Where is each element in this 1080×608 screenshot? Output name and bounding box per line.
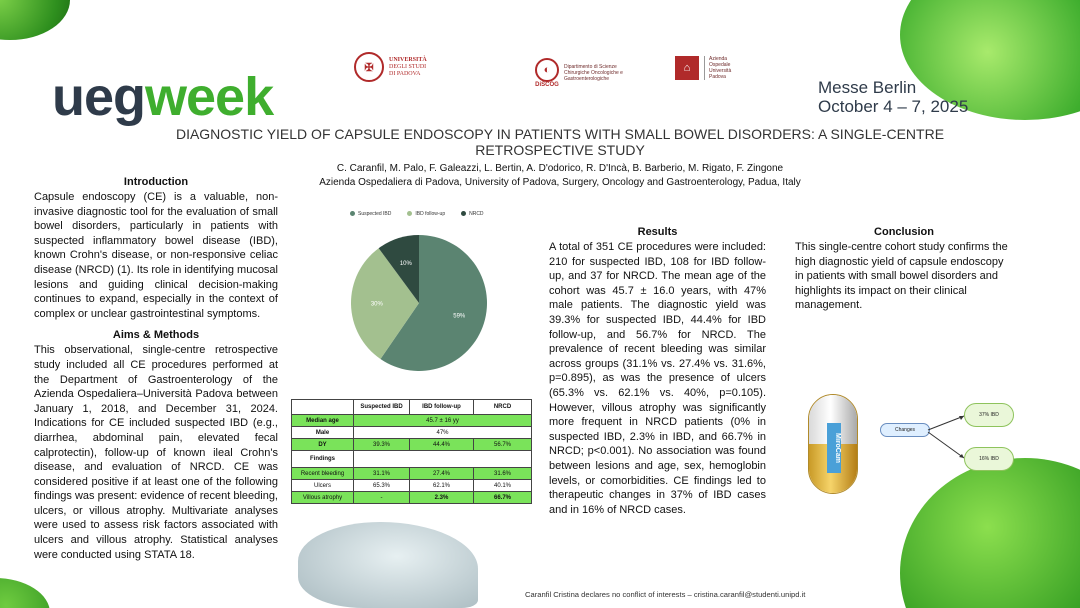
discog-line: Gastroenterologiche bbox=[564, 76, 610, 82]
logo-ueg: ueg bbox=[52, 67, 146, 127]
row-label: Median age bbox=[292, 415, 354, 427]
left-column bbox=[34, 176, 278, 562]
aopd-line: Padova bbox=[709, 74, 726, 80]
table-cell: 27.4% bbox=[410, 468, 474, 480]
legend-swatch bbox=[350, 211, 355, 216]
table-cell: 47% bbox=[354, 427, 532, 439]
liver-illustration bbox=[298, 522, 478, 608]
table-row bbox=[292, 468, 532, 480]
table-row bbox=[292, 451, 532, 468]
arrow-to-ibd bbox=[928, 416, 964, 430]
unipd-line: UNIVERSITÀ bbox=[389, 56, 427, 63]
aopd-line: Azienda bbox=[709, 56, 728, 62]
table-cell: 2.3% bbox=[410, 492, 474, 504]
capsule-illustration bbox=[808, 394, 858, 494]
disclosure-footer: Caranfil Cristina declares no conflict of interests – cristina.caranfil@studenti.unipd.it bbox=[525, 590, 806, 599]
legend-item bbox=[407, 211, 445, 217]
legend-item bbox=[350, 211, 391, 217]
pie-data-label: 30% bbox=[370, 301, 383, 308]
event-venue: Messe Berlin bbox=[818, 78, 917, 97]
conclusion-heading: Conclusion bbox=[874, 226, 934, 238]
discog-line: Dipartimento di Scienze bbox=[564, 64, 617, 70]
pie-data-label: 59% bbox=[453, 313, 466, 320]
conclusion-column bbox=[795, 226, 1013, 313]
table-cell: 66.7% bbox=[474, 492, 532, 504]
table-cell: 40.1% bbox=[474, 480, 532, 492]
table-cell: 62.1% bbox=[410, 480, 474, 492]
table-row bbox=[292, 415, 532, 427]
table-cell: 65.3% bbox=[354, 480, 410, 492]
results-text: A total of 351 CE procedures were included: 210 for suspected IBD, 108 for IBD follow-up, and 37 for NRCD. The mean age of the cohort was 45.7 ± 16.0 years, with 47% male patients. The diagnostic yield was 39.3% for suspected IBD, 44.4% for IBD follow-up, and 56.7% for NRCD. The prevalence of recent bleeding was similar across groups (31.1% vs. 27.4% vs. 31.6%, p=0.895), as was the presence of ulcers (65.3% vs. 62.1% vs. 40%, p=0.105). However, villous atrophy was significantly more frequent in NRCD patients (0% in suspected IBD, 2.3% in IBD, and 66.7% in NRCD; p<0.001). No association was found between lesions and age, sex, hemoglobin levels, or comorbidities. CE findings led to therapeutic changes in 37% of IBD cases and in 16% of NRCD cases. bbox=[549, 241, 766, 516]
poster-authors-block bbox=[170, 162, 950, 190]
aopd-line: Ospedale bbox=[709, 62, 731, 68]
aopd-line: Università bbox=[709, 68, 732, 74]
aims-text: This observational, single-centre retrospective study included all CE procedures performed at the Department of Gastroenterology of the Azienda Ospedaliera–Università Padova between January 1, 2018, and December 31, 2024. Indications for CE included suspected IBD (e.g., diarrhea, abdominal pain, elevated fecal calprotectin), follow-up of known ileal Crohn's disease, and evaluation of NRCD. CE was considered positive if at least one of the following findings was present: evidence of recent bleeding, ulcers, or villous atrophy. Multivariate analyses were used to assess risk factors associated with ulcers and villous atrophy. Statistical analyses were conducted using STATA 18. bbox=[34, 344, 278, 561]
results-column bbox=[549, 226, 766, 517]
changes-node: Changes bbox=[880, 423, 930, 437]
table-cell bbox=[354, 451, 532, 468]
introduction-text: Capsule endoscopy (CE) is a valuable, non-invasive diagnostic tool for the evaluation of small bowel disorders, particularly in patients with suspected inflammatory bowel disease (IBD), known Crohn's disease, or non-responsive celiac disease (NRCD) (1). Its role in identifying mucosal lesions and guiding clinical decision-making continues to expand, especially in the context of complex or unclear gastrointestinal symptoms. bbox=[34, 191, 278, 320]
pie-legend bbox=[350, 211, 484, 217]
unipd-line: DI PADOVA bbox=[389, 70, 421, 77]
conclusion-text: This single-centre cohort study confirms the high diagnostic yield of capsule endoscopy in patients with small bowel disorders and highlights its impact on their clinical management. bbox=[795, 241, 1008, 312]
table-row bbox=[292, 480, 532, 492]
legend-label: IBD follow-up bbox=[415, 211, 446, 217]
nrcd-changes-node: 16% IBD bbox=[964, 447, 1014, 471]
table-cell: 44.4% bbox=[410, 439, 474, 451]
ueg-week-logo bbox=[52, 67, 274, 127]
table-header bbox=[292, 400, 354, 415]
table-cell: 31.6% bbox=[474, 468, 532, 480]
discog-logo bbox=[535, 58, 623, 88]
ibd-changes-node: 37% IBD bbox=[964, 403, 1014, 427]
discog-line: Chirurgiche Oncologiche e bbox=[564, 70, 623, 76]
introduction-heading: Introduction bbox=[123, 176, 189, 188]
table-row bbox=[292, 427, 532, 439]
discog-icon: ◐ bbox=[535, 58, 559, 82]
table-cell: 31.1% bbox=[354, 468, 410, 480]
legend-item bbox=[461, 211, 483, 217]
green-blob-decoration bbox=[0, 0, 70, 40]
legend-label: NRCD bbox=[469, 211, 484, 217]
pie-data-label: 10% bbox=[399, 260, 412, 267]
results-heading: Results bbox=[637, 226, 678, 238]
table-cell: 56.7% bbox=[474, 439, 532, 451]
green-blob-decoration bbox=[900, 458, 1080, 608]
aopd-logo bbox=[675, 56, 731, 80]
table-row bbox=[292, 439, 532, 451]
row-label: Villous atrophy bbox=[292, 492, 354, 504]
legend-swatch bbox=[461, 211, 466, 216]
event-dates: October 4 – 7, 2025 bbox=[818, 97, 969, 116]
row-label: Ulcers bbox=[292, 480, 354, 492]
table-cell: 39.3% bbox=[354, 439, 410, 451]
row-label: DY bbox=[292, 439, 354, 451]
logo-week: week bbox=[145, 67, 274, 127]
unipd-seal-icon: ✠ bbox=[354, 52, 384, 82]
row-label: Male bbox=[292, 427, 354, 439]
legend-swatch bbox=[407, 211, 412, 216]
arrow-to-nrcd bbox=[928, 432, 964, 458]
results-table bbox=[291, 399, 532, 504]
pie-chart bbox=[351, 235, 487, 371]
table-header: IBD follow-up bbox=[410, 400, 474, 415]
table-cell: 45.7 ± 16 yy bbox=[354, 415, 532, 427]
capsule-brand: MiroCam bbox=[827, 423, 841, 473]
poster-authors: C. Caranfil, M. Palo, F. Galeazzi, L. Bertin, A. D'odorico, R. D'Incà, B. Barberio, M. Rigato, F. Zingone bbox=[336, 163, 784, 174]
table-header: Suspected IBD bbox=[354, 400, 410, 415]
poster-title: DIAGNOSTIC YIELD OF CAPSULE ENDOSCOPY IN PATIENTS WITH SMALL BOWEL DISORDERS: A SINGLE-CENTRE RETROSPECTIVE STUDY bbox=[175, 126, 945, 158]
aims-heading: Aims & Methods bbox=[112, 329, 200, 342]
row-label: Recent bleeding bbox=[292, 468, 354, 480]
poster-affiliation: Azienda Ospedaliera di Padova, University of Padova, Surgery, Oncology and Gastroenterology, Padua, Italy bbox=[319, 177, 801, 188]
table-header-row bbox=[292, 400, 532, 415]
row-label: Findings bbox=[292, 451, 354, 468]
aopd-building-icon: ⌂ bbox=[675, 56, 699, 80]
table-cell: - bbox=[354, 492, 410, 504]
unipd-logo bbox=[354, 52, 427, 82]
unipd-line: DEGLI STUDI bbox=[389, 63, 427, 70]
table-header: NRCD bbox=[474, 400, 532, 415]
event-info bbox=[818, 78, 968, 116]
table-row bbox=[292, 492, 532, 504]
green-blob-decoration bbox=[0, 578, 50, 608]
discog-acronym: DiSCOG bbox=[535, 82, 559, 88]
legend-label: Suspected IBD bbox=[358, 211, 392, 217]
